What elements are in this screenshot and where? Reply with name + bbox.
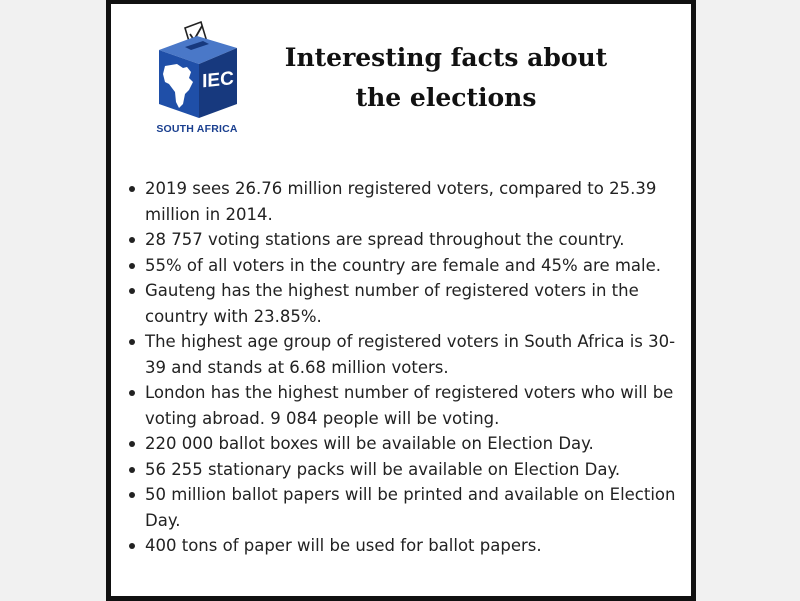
- facts-list: [125, 176, 680, 559]
- title-line-1: Interesting facts about: [284, 43, 608, 72]
- fact-item: London has the highest number of registered voters who will be voting abroad. 9 084 people will be voting.: [125, 380, 680, 431]
- logo-caption: SOUTH AFRICA: [156, 123, 238, 135]
- iec-logo: [149, 20, 245, 138]
- fact-item: 2019 sees 26.76 million registered voters, compared to 25.39 million in 2014.: [125, 176, 680, 227]
- fact-item: The highest age group of registered voters in South Africa is 30-39 and stands at 6.68 million voters.: [125, 329, 680, 380]
- fact-item: 55% of all voters in the country are female and 45% are male.: [125, 253, 680, 279]
- fact-item: 50 million ballot papers will be printed and available on Election Day.: [125, 482, 680, 533]
- title-line-2: the elections: [355, 83, 537, 112]
- fact-item: 56 255 stationary packs will be available on Election Day.: [125, 457, 680, 483]
- logo-abbreviation: IEC: [202, 68, 234, 93]
- facts-card: [106, 0, 696, 601]
- fact-item: 400 tons of paper will be used for ballot papers.: [125, 533, 680, 559]
- fact-item: Gauteng has the highest number of registered voters in the country with 23.85%.: [125, 278, 680, 329]
- ballot-box-icon: [149, 20, 245, 124]
- page-title: [261, 38, 631, 118]
- fact-item: 220 000 ballot boxes will be available on Election Day.: [125, 431, 680, 457]
- fact-item: 28 757 voting stations are spread throughout the country.: [125, 227, 680, 253]
